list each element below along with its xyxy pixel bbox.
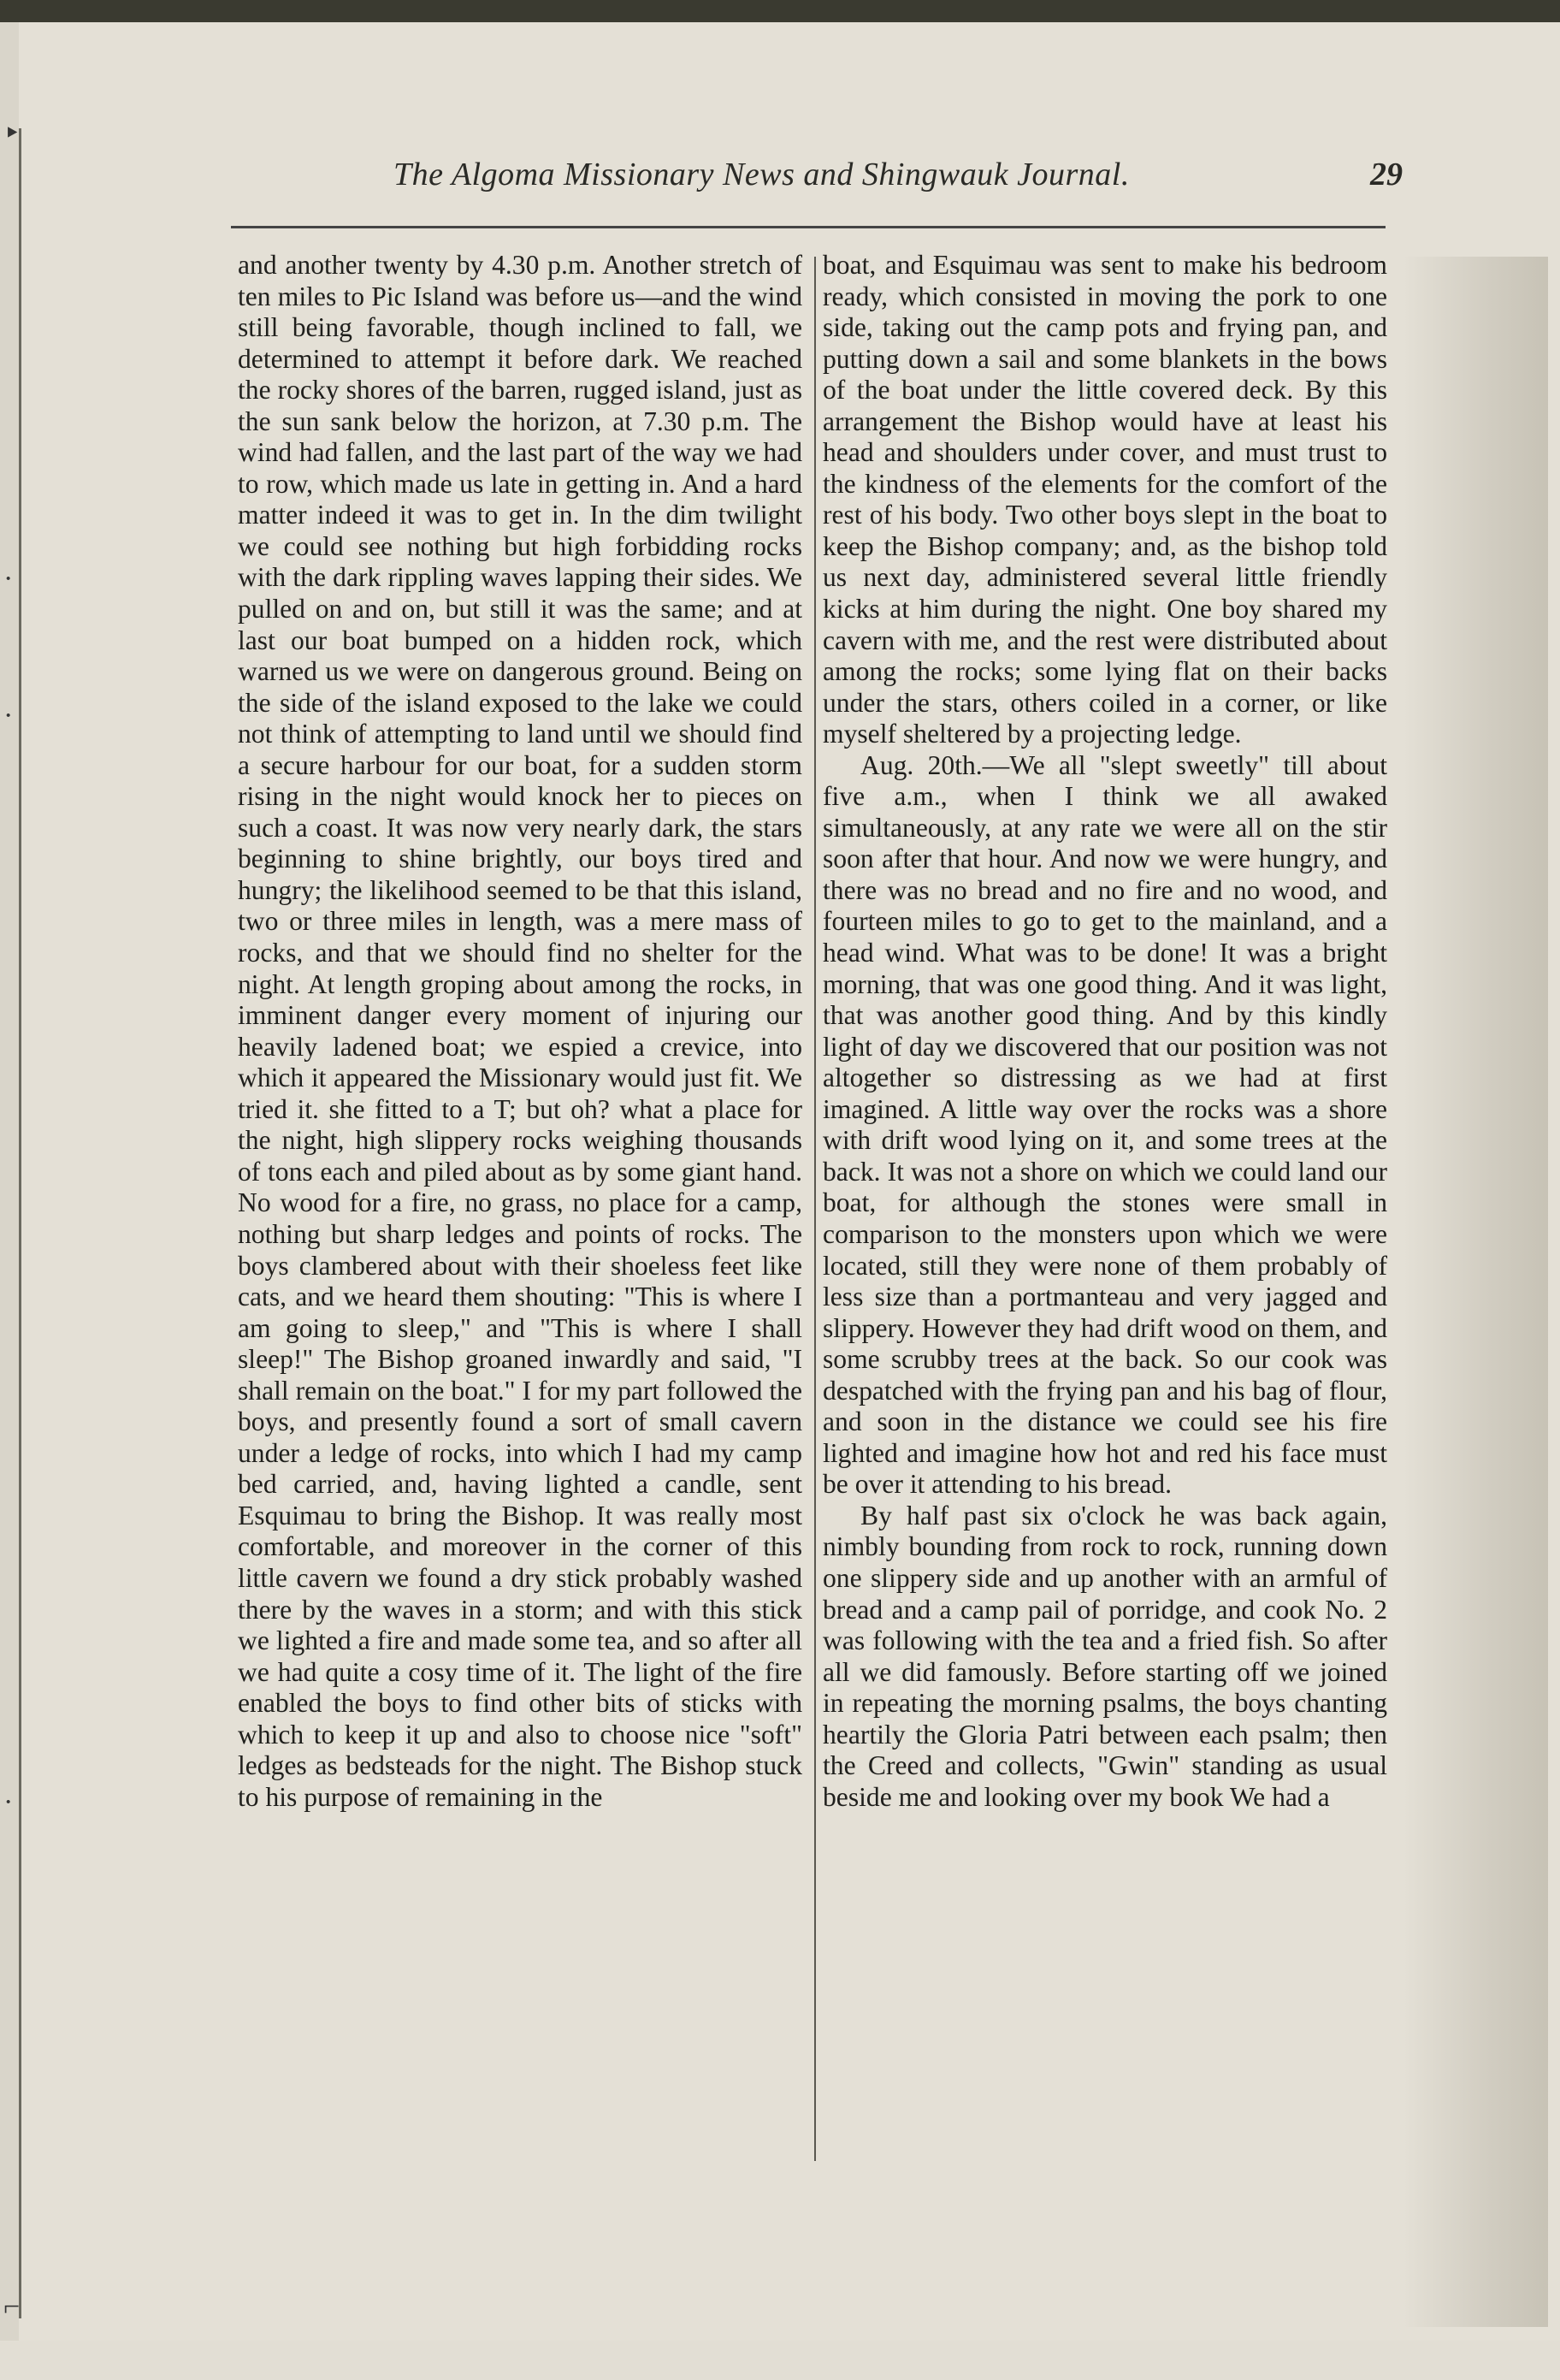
margin-mark-icon: ⌐ [3,2291,21,2323]
column-divider [814,257,816,2161]
header-rule [231,226,1386,228]
paragraph: and another twenty by 4.30 p.m. Another stretch of ten miles to Pic Island was before us—and the wind still being favorable, though inclined to fall, we determined to attempt it before dark. We reached the rocky shores of the barren, rugged island, just as the sun sank below the horizon, at 7.30 p.m. The wind had fallen, and the last part of the way we had to row, which made us late in getting in. And a hard matter indeed it was to get in. In the dim twilight we could see nothing but high forbidding rocks with the dark rippling waves lapping their sides. We pulled on and on, but still it was the same; and at last our boat bumped on a hidden rock, which warned us we were on dangerous ground. Being on the side of the island exposed to the lake we could not think of attempting to land until we should find a secure harbour for our boat, for a sudden storm rising in the night would knock her to pieces on such a coast. It was now very nearly dark, the stars beginning to shine brightly, our boys tired and hungry; the likelihood seemed to be that this island, two or three miles in length, was a mere mass of rocks, and that we should find no shelter for the night. At length groping about among the rocks, in imminent danger every moment of injuring our heavily ladened boat; we espied a crevice, into which it appeared the Missionary would just fit. We tried it. she fitted to a T; but oh? what a place for the night, high slippery rocks weighing thousands of tons each and piled about as by some giant hand. No wood for a fire, no grass, no place for a camp, nothing but sharp ledges and points of rocks. The boys clambered about with their shoeless feet like cats, and we heard them shouting: "This is where I am going to sleep," and "This is where I shall sleep!" The Bishop groaned inwardly and said, "I shall remain on the boat." I for my part followed the boys, and presently found a sort of small cavern under a ledge of rocks, into which I had my camp bed carried, and, having lighted a candle, sent Esquimau to bring the Bishop. It was really most comfortable, and moreover in the corner of this little cavern we found a dry stick probably washed there by the waves in a storm; and with this stick we lighted a fire and made some tea, and so after all we had quite a cosy time of it. The light of the fire enabled the boys to find other bits of sticks with which to keep it up and also to choose nice "soft" ledges as bedsteads for the night. The Bishop stuck to his purpose of remaining in the [238,250,802,1812]
paragraph: By half past six o'clock he was back again, nimbly bounding from rock to rock, running down one slippery side and up another with an armful of bread and a camp pail of porridge, and cook No. 2 was following with the tea and a fried fish. So after all we did famously. Before starting off we joined in repeating the morning psalms, the boys chanting heartily the Gloria Patri between each psalm; then the Creed and collects, "Gwin" standing as usual beside me and looking over my book We had a [823,1500,1387,1812]
journal-title: The Algoma Missionary News and Shingwauk Journal. [393,157,1130,192]
scan-bottom-edge [0,2341,1560,2380]
margin-mark-icon: · [3,700,14,731]
article-column-left [238,250,802,1813]
article-column-right [823,250,1387,1813]
bleed-through-shadow [1403,257,1548,2327]
scan-top-edge [0,0,1560,22]
page-header [393,156,1403,207]
page-number: 29 [1370,157,1403,192]
paragraph: Aug. 20th.—We all "slept sweetly" till about five a.m., when I think we all awaked simultaneously, at any rate we were all on the stir soon after that hour. And now we were hungry, and there was no bread and no fire and no wood, and fourteen miles to go to get to the mainland, and a head wind. What was to be done! It was a bright morning, that was one good thing. And it was light, that was another good thing. And by this kindly light of day we discovered that our position was not altogether so distressing as we had at first imagined. A little way over the rocks was a shore with drift wood lying on it, and some trees at the back. It was not a shore on which we could land our boat, for although the stones were small in comparison to the monsters upon which we were located, still they were none of them probably of less size than a portmanteau and very jagged and slippery. However they had drift wood on them, and some scrubby trees at the back. So our cook was despatched with the frying pan and his bag of flour, and soon in the distance we could see his fire lighted and imagine how hot and red his face must be over it attending to his bread. [823,749,1387,1500]
margin-mark-icon: · [3,563,14,595]
margin-mark-icon: ‣ [3,118,21,150]
page-left-border [19,128,21,2318]
paragraph: boat, and Esquimau was sent to make his bedroom ready, which consisted in moving the pork to one side, taking out the camp pots and frying pan, and putting down a sail and some blankets in the bows of the boat under the little covered deck. By this arrangement the Bishop would have at least his head and shoulders under cover, and must trust to the kindness of the elements for the comfort of the rest of his body. Two other boys slept in the boat to keep the Bishop company; and, as the bishop told us next day, administered several little friendly kicks at him during the night. One boy shared my cavern with me, and the rest were distributed about among the rocks; some lying flat on their backs under the stars, others coiled in a corner, or like myself sheltered by a projecting ledge. [823,250,1387,749]
margin-mark-icon: · [3,1786,14,1818]
